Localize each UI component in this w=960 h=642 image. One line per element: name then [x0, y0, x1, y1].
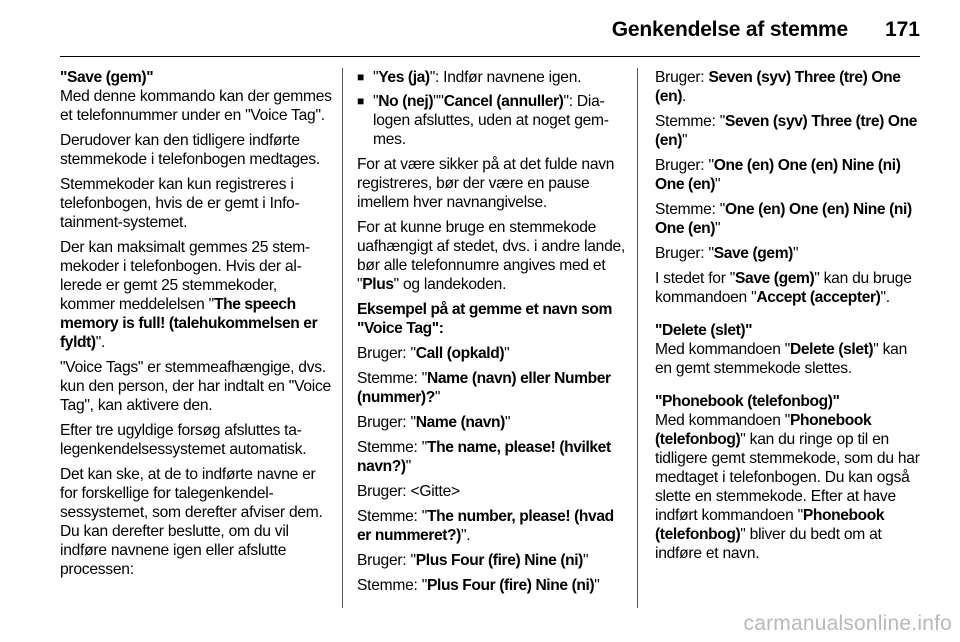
list-item: ■ "No (nej)""Cancel (annuller)": Dialogen afsluttes, uden at noget gemmes. — [357, 93, 609, 148]
paragraph: I stedet for "Save (gem)" kan du bruge kommandoen "Accept (accepter)". — [655, 270, 912, 306]
page-title: Genkendelse af stemme — [611, 18, 848, 41]
options-list — [357, 68, 629, 149]
paragraph: "Voice Tags" er stemmeafhængige, dvs. kun den person, der har indtalt en "Voice Tag", kan aktivere den. — [60, 359, 331, 414]
dialog-line: Stemme: "One (en) One (en) Nine (ni) One (en)" — [655, 201, 912, 237]
section-heading-delete: "Delete (slet)" — [655, 322, 753, 339]
paragraph: Derudover kan den tidligere indførte stemmekode i telefonbogen medtages. — [60, 132, 320, 168]
header-rule — [60, 56, 920, 57]
paragraph: Med kommandoen "Phonebook (telefonbog)" kan du ringe op til en tidligere gemt stemmekode, som du har medtaget i telefonbogen. Du kan også slette en stemmekode. Efter at have indført kommandoen "Phonebook (telefonbog)" bliver du bedt om at indføre et navn. — [655, 412, 920, 562]
dialog-line: Bruger: Seven (syv) Three (tre) One (en). — [655, 69, 901, 105]
dialog-line: Bruger: <Gitte> — [357, 483, 460, 500]
dialog-line: Bruger: "One (en) One (en) Nine (ni) One (en)" — [655, 157, 901, 193]
page-header — [60, 14, 920, 50]
section-heading-phonebook: "Phonebook (telefonbog)" — [655, 393, 840, 410]
column-2 — [357, 68, 629, 601]
paragraph: Det kan ske, at de to indførte navne er for forskellige for talegenkendelsessystemet, som derefter afviser dem. Du kan derefter beslutte, om du vil indføre navnene igen eller afslutte processen: — [60, 466, 323, 578]
example-heading: Eksempel på at gemme et navn som "Voice Tag": — [357, 301, 612, 337]
dialog-line: Stemme: "The name, please! (hvilket navn?)" — [357, 439, 611, 475]
dialog-line: Bruger: "Save (gem)" — [655, 245, 799, 262]
watermark: carmanualsonline.info — [743, 612, 952, 635]
bullet-icon: ■ — [357, 70, 364, 84]
dialog-line: Stemme: "Seven (syv) Three (tre) One (en)" — [655, 113, 918, 149]
paragraph: Med denne kommando kan der gemmes et telefonnummer under en "Voice Tag". — [60, 88, 332, 124]
column-3 — [655, 68, 923, 569]
column-1 — [60, 68, 332, 585]
section-heading-save: "Save (gem)" — [60, 69, 154, 86]
paragraph: Stemmekoder kan kun registreres i telefonbogen, hvis de er gemt i Infotainment-systemet. — [60, 176, 300, 231]
dialog-line: Bruger: "Plus Four (fire) Nine (ni)" — [357, 552, 589, 569]
dialog-line: Stemme: "Name (navn) eller Number (nummer)?" — [357, 370, 611, 406]
dialog-line: Stemme: "The number, please! (hvad er nummeret?)". — [357, 508, 614, 544]
command-text: Plus — [362, 276, 394, 293]
column-divider-2 — [637, 68, 638, 608]
dialog-line: Bruger: "Name (navn)" — [357, 414, 511, 431]
dialog-line: Bruger: "Call (opkald)" — [357, 345, 510, 362]
command-text: The speech memory is full! (talehukommelsen er fyldt) — [60, 296, 318, 351]
paragraph: Der kan maksimalt gemmes 25 stemmekoder i telefonbogen. Hvis der allerede er gemt 25 stemmekoder, kommer meddelelsen "The speech memory is full! (talehukommelsen er fyldt)". — [60, 239, 318, 351]
list-item: ■ "Yes (ja)": Indfør navnene igen. — [357, 69, 582, 86]
paragraph: For at være sikker på at det fulde navn registreres, bør der være en pause imellem hver navnangivelse. — [357, 156, 615, 211]
column-divider-1 — [342, 68, 343, 608]
paragraph: Efter tre ugyldige forsøg afsluttes talegenkendelsessystemet automatisk. — [60, 422, 307, 458]
page-number: 171 — [884, 18, 920, 41]
bullet-icon: ■ — [357, 94, 364, 108]
paragraph: Med kommandoen "Delete (slet)" kan en gemt stemmekode slettes. — [655, 341, 907, 377]
dialog-line: Stemme: "Plus Four (fire) Nine (ni)" — [357, 577, 600, 594]
paragraph: For at kunne bruge en stemmekode uafhængigt af stedet, dvs. i andre lande, bør alle telefonnumre angives med et "Plus" og landekoden. — [357, 219, 626, 293]
